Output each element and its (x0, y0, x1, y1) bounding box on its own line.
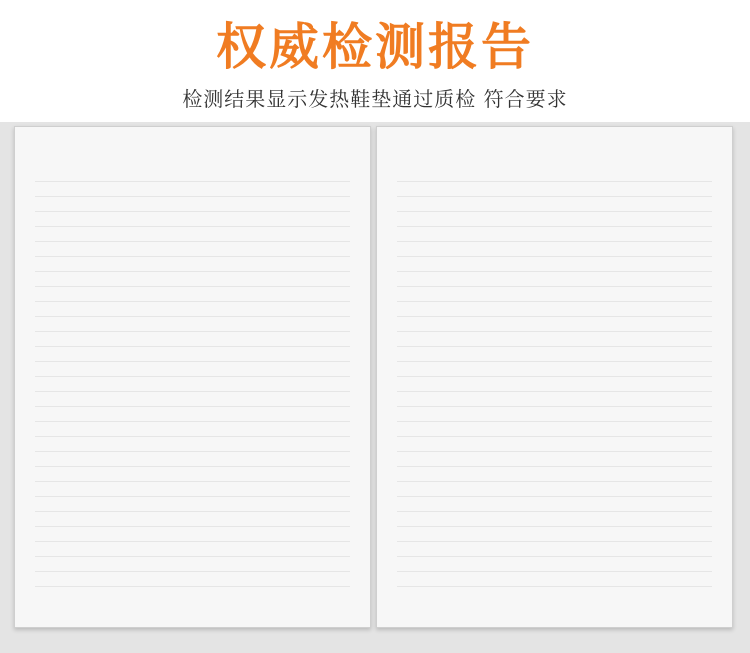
report-page-left-body (35, 167, 350, 587)
page-subtitle: 检测结果显示发热鞋垫通过质检 符合要求 (182, 87, 568, 111)
report-page-right (376, 126, 733, 628)
page-title: 权威检测报告 (216, 18, 534, 76)
report-page-right-body (397, 167, 712, 587)
report-page-left (14, 126, 371, 628)
